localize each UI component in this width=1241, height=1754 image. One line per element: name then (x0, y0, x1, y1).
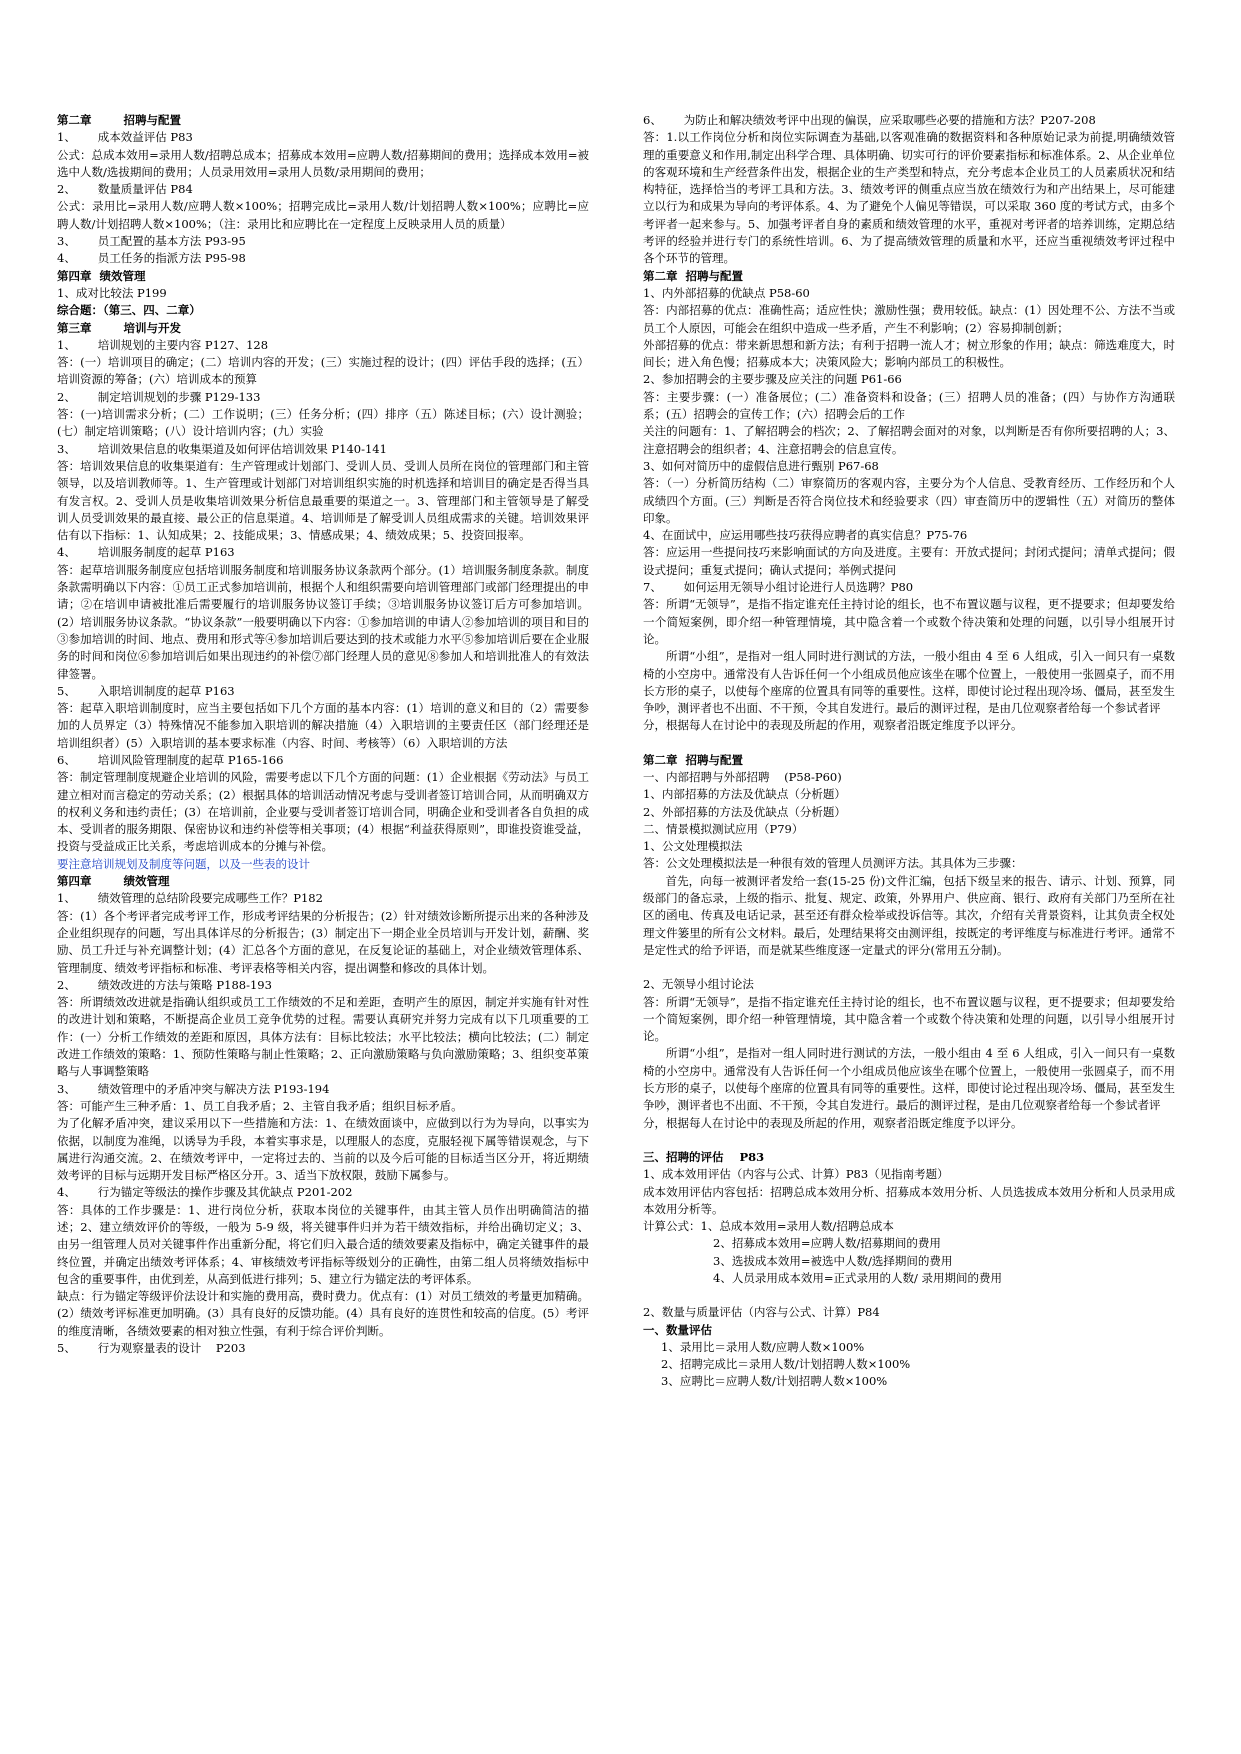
blank-line (643, 959, 1175, 976)
text-line: 答：具体的工作步骤是：1、进行岗位分析，获取本岗位的关键事件，由其主管人员作出明确简洁的描述；2、建立绩效评价的等级，一般为 5-9 级，将关键事件归并为若干绩效指标，并给出确切定义；3、由另一组管理人员对关键事件作出重新分配，将它们归入最合适的绩效要素及指标中，确定关键事件的最终位置，并确定出绩效考评体系；4、审核绩效考评指标等级划分的正确性，由第二组人员将绩效指标中包含的重要事件，由优到差，从高到低进行排列；5、建立行为锚定法的考评体系。 (57, 1202, 589, 1286)
text-line: 1、内部招募的方法及优缺点（分析题） (643, 787, 846, 802)
text-line: 答：制定管理制度规避企业培训的风险，需要考虑以下几个方面的问题：(1）企业根据《劳动法》与员工建立相对而言稳定的劳动关系；(2）根据具体的培训活动情况考虑与受训者签订培训合同，从而明确双方的权利义务和违约责任；(3）在培训前，企业要与受训者签订培训合同，明确企业和受训者各自负担的成本、受训者的服务期限、保密协议和违约补偿等相关事项；(4）根据“利益获得原则”，即谁投资谁受益，投资与受益成正比关系，考虑培训成本的分摊与补偿。 (57, 770, 589, 854)
text-line: 要注意培训规划及制度等问题，以及一些表的设计 (57, 856, 310, 871)
text-line: 6、 培训风险管理制度的起草 P165-166 (57, 752, 284, 767)
text-line: 5、 行为观察量表的设计 P203 (57, 1341, 246, 1356)
text-line: 3、 培训效果信息的收集渠道及如何评估培训效果 P140-141 (57, 441, 387, 456)
text-line: 答：可能产生三种矛盾：1、员工自我矛盾；2、主管自我矛盾；组织目标矛盾。 (57, 1098, 463, 1113)
section-heading: 第二章 招聘与配置 (57, 113, 182, 127)
text-line: 答：所谓“无领导”，是指不指定谁充任主持讨论的组长，也不布置议题与议程，更不提要求；但却要发给一个简短案例，即介绍一种管理情境，其中隐含着一个或数个待决策和处理的问题，以引导小组展开讨论。 (643, 597, 1175, 646)
text-line: 所谓“小组”，是指对一组人同时进行测试的方法，一般小组由 4 至 6 人组成，引入一间只有一桌数椅的小空房中。通常没有人告诉任何一个小组成员他应该坐在哪个位置上，一般使用一张圆桌子，而不用长方形的桌子，以使每个座席的位置具有同等的重要性。这样，即使讨论过程出现冷场、僵局，甚至发生争吵，测评者也不出面、不干预，令其自发进行。最后的测评过程，是由几位观察者给每一个参试者评 (643, 1046, 1175, 1113)
right-column (643, 112, 1175, 1391)
section-heading: 第四章 绩效管理 (57, 268, 146, 283)
section-heading: 三、招聘的评估 P83 (643, 1149, 765, 1164)
text-line: 答：（一）分析简历结构（二）审察简历的客观内容，主要分为个人信息、受教育经历、工作经历和个人成绩四个方面。(三）判断是否符合岗位技术和经验要求（四）审查简历中的逻辑性（五）对简历的整体印象。 (643, 476, 1175, 525)
blank-line (643, 1132, 1175, 1149)
text-line: 1、 绩效管理的总结阶段要完成哪些工作？P182 (57, 891, 323, 906)
text-line: 答：1.以工作岗位分析和岗位实际调查为基础,以客观准确的数据资料和各种原始记录为前提,明确绩效管理的重要意义和作用,制定出科学合理、具体明确、切实可行的评价要素指标和标准体系。2、从企业单位的客观环境和生产经营条件出发，根据企业的生产类型和特点，充分考虑本企业员工的人员素质状况和结构特征，选择恰当的考评工具和方法。3、绩效考评的侧重点应当放在绩效行为和产出结果上，尽可能建立以行为和成果为导向的考评体系。4、为了避免个人偏见等错误，可以采取 360 度的考试方式，由多个考评者一起来参与。5、加强考评者自身的素质和绩效管理的水平，重视对考评者的培养训练，定期总结考评的经验并进行专门的系统性培训。6、为了提高绩效管理的质量和水平，还应当重视绩效考评过程中各个环节的管理。 (643, 130, 1175, 266)
text-line: 答：应运用一些提问技巧来影响面试的方向及进度。主要有：开放式提问；封闭式提问；清单式提问；假设式提问；重复式提问；确认式提问；举例式提问 (643, 545, 1175, 577)
text-line: 所谓“小组”，是指对一组人同时进行测试的方法，一般小组由 4 至 6 人组成，引入一间只有一桌数椅的小空房中。通常没有人告诉任何一个小组成员他应该坐在哪个位置上，一般使用一张圆桌子，而不用长方形的桌子，以使每个座席的位置具有同等的重要性。这样，即使讨论过程出现冷场、僵局，甚至发生争吵，测评者也不出面、不干预，令其自发进行。最后的测评过程，是由几位观察者给每一个参试者评 (643, 649, 1175, 716)
text-line: 1、内外部招募的优缺点 P58-60 (643, 285, 810, 300)
text-line: 4、 行为锚定等级法的操作步骤及其优缺点 P201-202 (57, 1185, 353, 1200)
text-line: 3、如何对简历中的虚假信息进行甄别 P67-68 (643, 458, 879, 473)
text-line: 公式：录用比=录用人数/应聘人数×100%；招聘完成比=录用人数/计划招聘人数×100%；应聘比=应聘人数/计划招聘人数×100%；（注：录用比和应聘比在一定程度上反映录用人员的质量） (57, 199, 589, 231)
text-line: 答：主要步骤：(一）准备展位；(二）准备资料和设备；(三）招聘人员的准备；(四）与协作方沟通联系；(五）招聘会的宣传工作；(六）招聘会后的工作 (643, 389, 1175, 422)
text-line: 答：(1）各个考评者完成考评工作，形成考评结果的分析报告；(2）针对绩效诊断所提示出来的各种涉及企业组织现存的问题，写出具体详尽的分析报告；(3）制定出下一期企业全员培训与开发计划，薪酬、奖励、员工升迁与补充调整计划；(4）汇总各个方面的意见，在反复论证的基础上，对企业绩效管理体系、管理制度、绩效考评指标和标准、考评表格等相关内容，提出调整和修改的具体计划。 (57, 908, 589, 975)
section-heading: 第四章 绩效管理 (57, 874, 170, 889)
section-heading: 第二章 招聘与配置 (643, 752, 744, 767)
text-line: 为了化解矛盾冲突，建议采用以下一些措施和方法：1、在绩效面谈中，应做到以行为为导向，以事实为依据，以制度为准绳，以诱导为手段，本着实事求是，以理服人的态度，克服轻视下属等错误观念，与下属进行沟通交流。2、在绩效考评中，一定将过去的、当前的以及今后可能的目标适当区分开，将近期绩效考评的目标与远期开发目标严格区分开。3、适当下放权限，鼓励下属参与。 (57, 1116, 589, 1183)
section-heading: 综合题：（第三、四、二章） (57, 303, 201, 318)
text-line: 答：所谓“无领导”，是指不指定谁充任主持讨论的组长，也不布置议题与议程，更不提要求；但却要发给一个简短案例，即介绍一种管理情境，其中隐含着一个或数个待决策和处理的问题，以引导小组展开讨论。 (643, 994, 1175, 1044)
left-column (57, 112, 589, 1357)
text-line: 答：(一)培训需求分析；(二）工作说明；(三）任务分析；(四）排序（五）陈述目标；(六）设计测验；(七）制定培训策略；(八）设计培训内容；(九）实验 (57, 407, 589, 439)
text-line: 1、录用比＝录用人数/应聘人数×100% (661, 1339, 865, 1354)
text-line: 缺点：行为锚定等级评价法设计和实施的费用高，费时费力。优点有：(1）对员工绩效的考量更加精确。(2）绩效考评标准更加明确。(3）具有良好的反馈功能。(4）具有良好的连贯性和较高的信度。(5）考评的维度清晰，各绩效要素的相对独立性强，有利于综合评价判断。 (57, 1289, 589, 1338)
text-line: 2、无领导小组讨论法 (643, 977, 754, 992)
text-line: 2、 绩效改进的方法与策略 P188-193 (57, 977, 272, 992)
text-line: 1、成对比较法 P199 (57, 285, 167, 300)
text-line: 7、 如何运用无领导小组讨论进行人员选聘？P80 (643, 580, 914, 595)
text-line: 答：(一）培训项目的确定；(二）培训内容的开发；(三）实施过程的设计；(四）评估手段的选择；(五）培训资源的筹备；(六）培训成本的预算 (57, 355, 589, 387)
text-line: 3、选拔成本效用=被选中人数/选择期间的费用 (713, 1253, 953, 1268)
text-line: 关注的问题有：1、了解招聘会的档次；2、了解招聘会面对的对象，以判断是否有你所要招聘的人；3、注意招聘会的组织者；4、注意招聘会的信息宣传。 (643, 424, 1175, 456)
text-line: 5、 入职培训制度的起草 P163 (57, 683, 235, 698)
text-line: 二、情景模拟测试应用（P79） (643, 821, 804, 836)
text-line: 答：培训效果信息的收集渠道有：生产管理或计划部门、受训人员、受训人员所在岗位的管理部门和主管领导，以及培训教师等。1、生产管理或计划部门对培训组织实施的时机选择和培训目的确定是否得当具有发言权。2、受训人员是收集培训效果分析信息最重要的渠道之一。3、管理部门和主管领导是了解受训人员受训效果的最直接、最公正的信息渠道。4、培训师是了解受训人员组成需求的关键。培训效果评估有以下指标：1、认知成果；2、技能成果；3、情感成果；4、绩效成果；5、投资回报率。 (57, 458, 589, 543)
text-line: 2、外部招募的方法及优缺点（分析题） (643, 804, 846, 819)
text-line: 一、内部招聘与外部招聘 (P58-P60) (643, 769, 842, 784)
text-line: 首先，向每一被测评者发给一套(15-25 份)文件汇编，包括下级呈来的报告、请示、计划、预算，同级部门的备忘录，上级的指示、批复、规定、政策，外界用户、供应商、银行、政府有关部门乃至所在社区的函电、传真及电话记录，甚至还有群众检举或投诉信等。其次，介绍有关背景资料，让其负责全权处理文件篓里的所有公文材料。最后，处理结果将交由测评组，按既定的考评维度与标准进行考评。通常不是定性式的给予评语，而是就某些维度逐一定量式的评分(常用五分制)。 (643, 873, 1175, 957)
blank-line (643, 1287, 1175, 1304)
blank-line (643, 735, 1175, 752)
section-heading: 第三章 培训与开发 (57, 320, 182, 335)
text-line: 分，根据每人在讨论中的表现及所起的作用，观察者沿既定维度予以评分。 (643, 1115, 1023, 1130)
text-line: 3、 员工配置的基本方法 P93-95 (57, 234, 246, 249)
text-line: 1、成本效用评估（内容与公式、计算）P83（见指南考题） (643, 1167, 949, 1182)
text-line: 答：起草入职培训制度时，应当主要包括如下几个方面的基本内容：(1）培训的意义和目的（2）需要参加的人员界定（3）特殊情况不能参加入职培训的解决措施（4）入职培训的主要责任区（部门经理还是培训组织者）(5）入职培训的基本要求标准（内容、时间、考核等）（6）入职培训的方法 (57, 701, 589, 750)
text-line: 2、招聘完成比＝录用人数/计划招聘人数×100% (661, 1357, 911, 1372)
text-line: 4、 培训服务制度的起草 P163 (57, 545, 235, 560)
text-line: 答：公文处理模拟法是一种很有效的管理人员测评方法。其具体为三步骤： (643, 856, 1023, 871)
text-line: 1、 培训规划的主要内容 P127、128 (57, 337, 269, 352)
text-line: 4、 员工任务的指派方法 P95-98 (57, 251, 246, 266)
text-line: 公式：总成本效用=录用人数/招聘总成本；招募成本效用=应聘人数/招募期间的费用；选择成本效用=被选中人数/选拔期间的费用；人员录用效用=录用人员数/录用期间的费用； (57, 147, 589, 179)
text-line: 4、人员录用成本效用=正式录用的人数/ 录用期间的费用 (713, 1271, 1002, 1285)
text-line: 2、 数量质量评估 P84 (57, 182, 193, 197)
text-line: 2、参加招聘会的主要步骤及应关注的问题 P61-66 (643, 372, 902, 387)
section-heading: 一、数量评估 (643, 1322, 712, 1337)
text-line: 2、数量与质量评估（内容与公式、计算）P84 (643, 1305, 880, 1320)
text-line: 3、应聘比＝应聘人数/计划招聘人数×100% (661, 1374, 888, 1389)
section-heading: 第二章 招聘与配置 (643, 268, 744, 283)
text-line: 答：起草培训服务制度应包括培训服务制度和培训服务协议条款两个部分。(1）培训服务制度条款。制度条款需明确以下内容：①员工正式参加培训前，根据个人和组织需要向培训管理部门或部门经理提出的申请；②在培训申请被批准后需要履行的培训服务协议签订手续；③培训服务协议签订后方可参加培训。(2）培训服务协议条款。“协议条款”一般要明确以下内容：①参加培训的申请人②参加培训的项目和目的③参加培训的时间、地点、费用和形式等④参加培训后要达到的技术或能力水平⑤参加培训后要在企业服务的时间和岗位⑥参加培训后如果出现违约的补偿⑦部门经理人员的意见⑧参加人和培训批准人的有效法律签署。 (57, 562, 589, 681)
text-line: 2、招募成本效用=应聘人数/招募期间的费用 (713, 1236, 941, 1251)
text-line: 1、公文处理模拟法 (643, 839, 743, 854)
text-line: 6、 为防止和解决绩效考评中出现的偏误，应采取哪些必要的措施和方法？P207-208 (643, 113, 1096, 127)
text-line: 答：内部招募的优点：准确性高；适应性快；激励性强；费用较低。缺点：(1）因处理不公、方法不当或员工个人原因，可能会在组织中造成一些矛盾，产生不利影响；(2）容易抑制创新； (643, 303, 1175, 335)
text-line: 答：所谓绩效改进就是指确认组织或员工工作绩效的不足和差距，查明产生的原因，制定并实施有针对性的改进计划和策略，不断提高企业员工竞争优势的过程。需要认真研究并努力完成有以下几项重要的工作：(一）分析工作绩效的差距和原因，具体方法有：目标比较法；水平比较法；横向比较法；(二）制定改进工作绩效的策略：1、预防性策略与制止性策略；2、正向激励策略与负向激励策略；3、组织变革策略与人事调整策略 (57, 995, 589, 1079)
text-line: 2、 制定培训规划的步骤 P129-133 (57, 389, 261, 404)
text-line: 4、在面试中，应运用哪些技巧获得应聘者的真实信息？P75-76 (643, 528, 968, 543)
text-line: 1、 成本效益评估 P83 (57, 130, 193, 145)
text-line: 成本效用评估内容包括：招聘总成本效用分析、招募成本效用分析、人员选拔成本效用分析和人员录用成本效用分析等。 (643, 1184, 1175, 1216)
text-line: 3、 绩效管理中的矛盾冲突与解决方法 P193-194 (57, 1081, 330, 1096)
text-line: 计算公式：1、总成本效用=录用人数/招聘总成本 (643, 1219, 894, 1234)
text-line: 分，根据每人在讨论中的表现及所起的作用，观察者沿既定维度予以评分。 (643, 718, 1023, 733)
text-line: 外部招募的优点：带来新思想和新方法；有利于招聘一流人才；树立形象的作用；缺点：筛选难度大，时间长；进入角色慢；招募成本大；决策风险大；影响内部员工的积极性。 (643, 337, 1175, 370)
